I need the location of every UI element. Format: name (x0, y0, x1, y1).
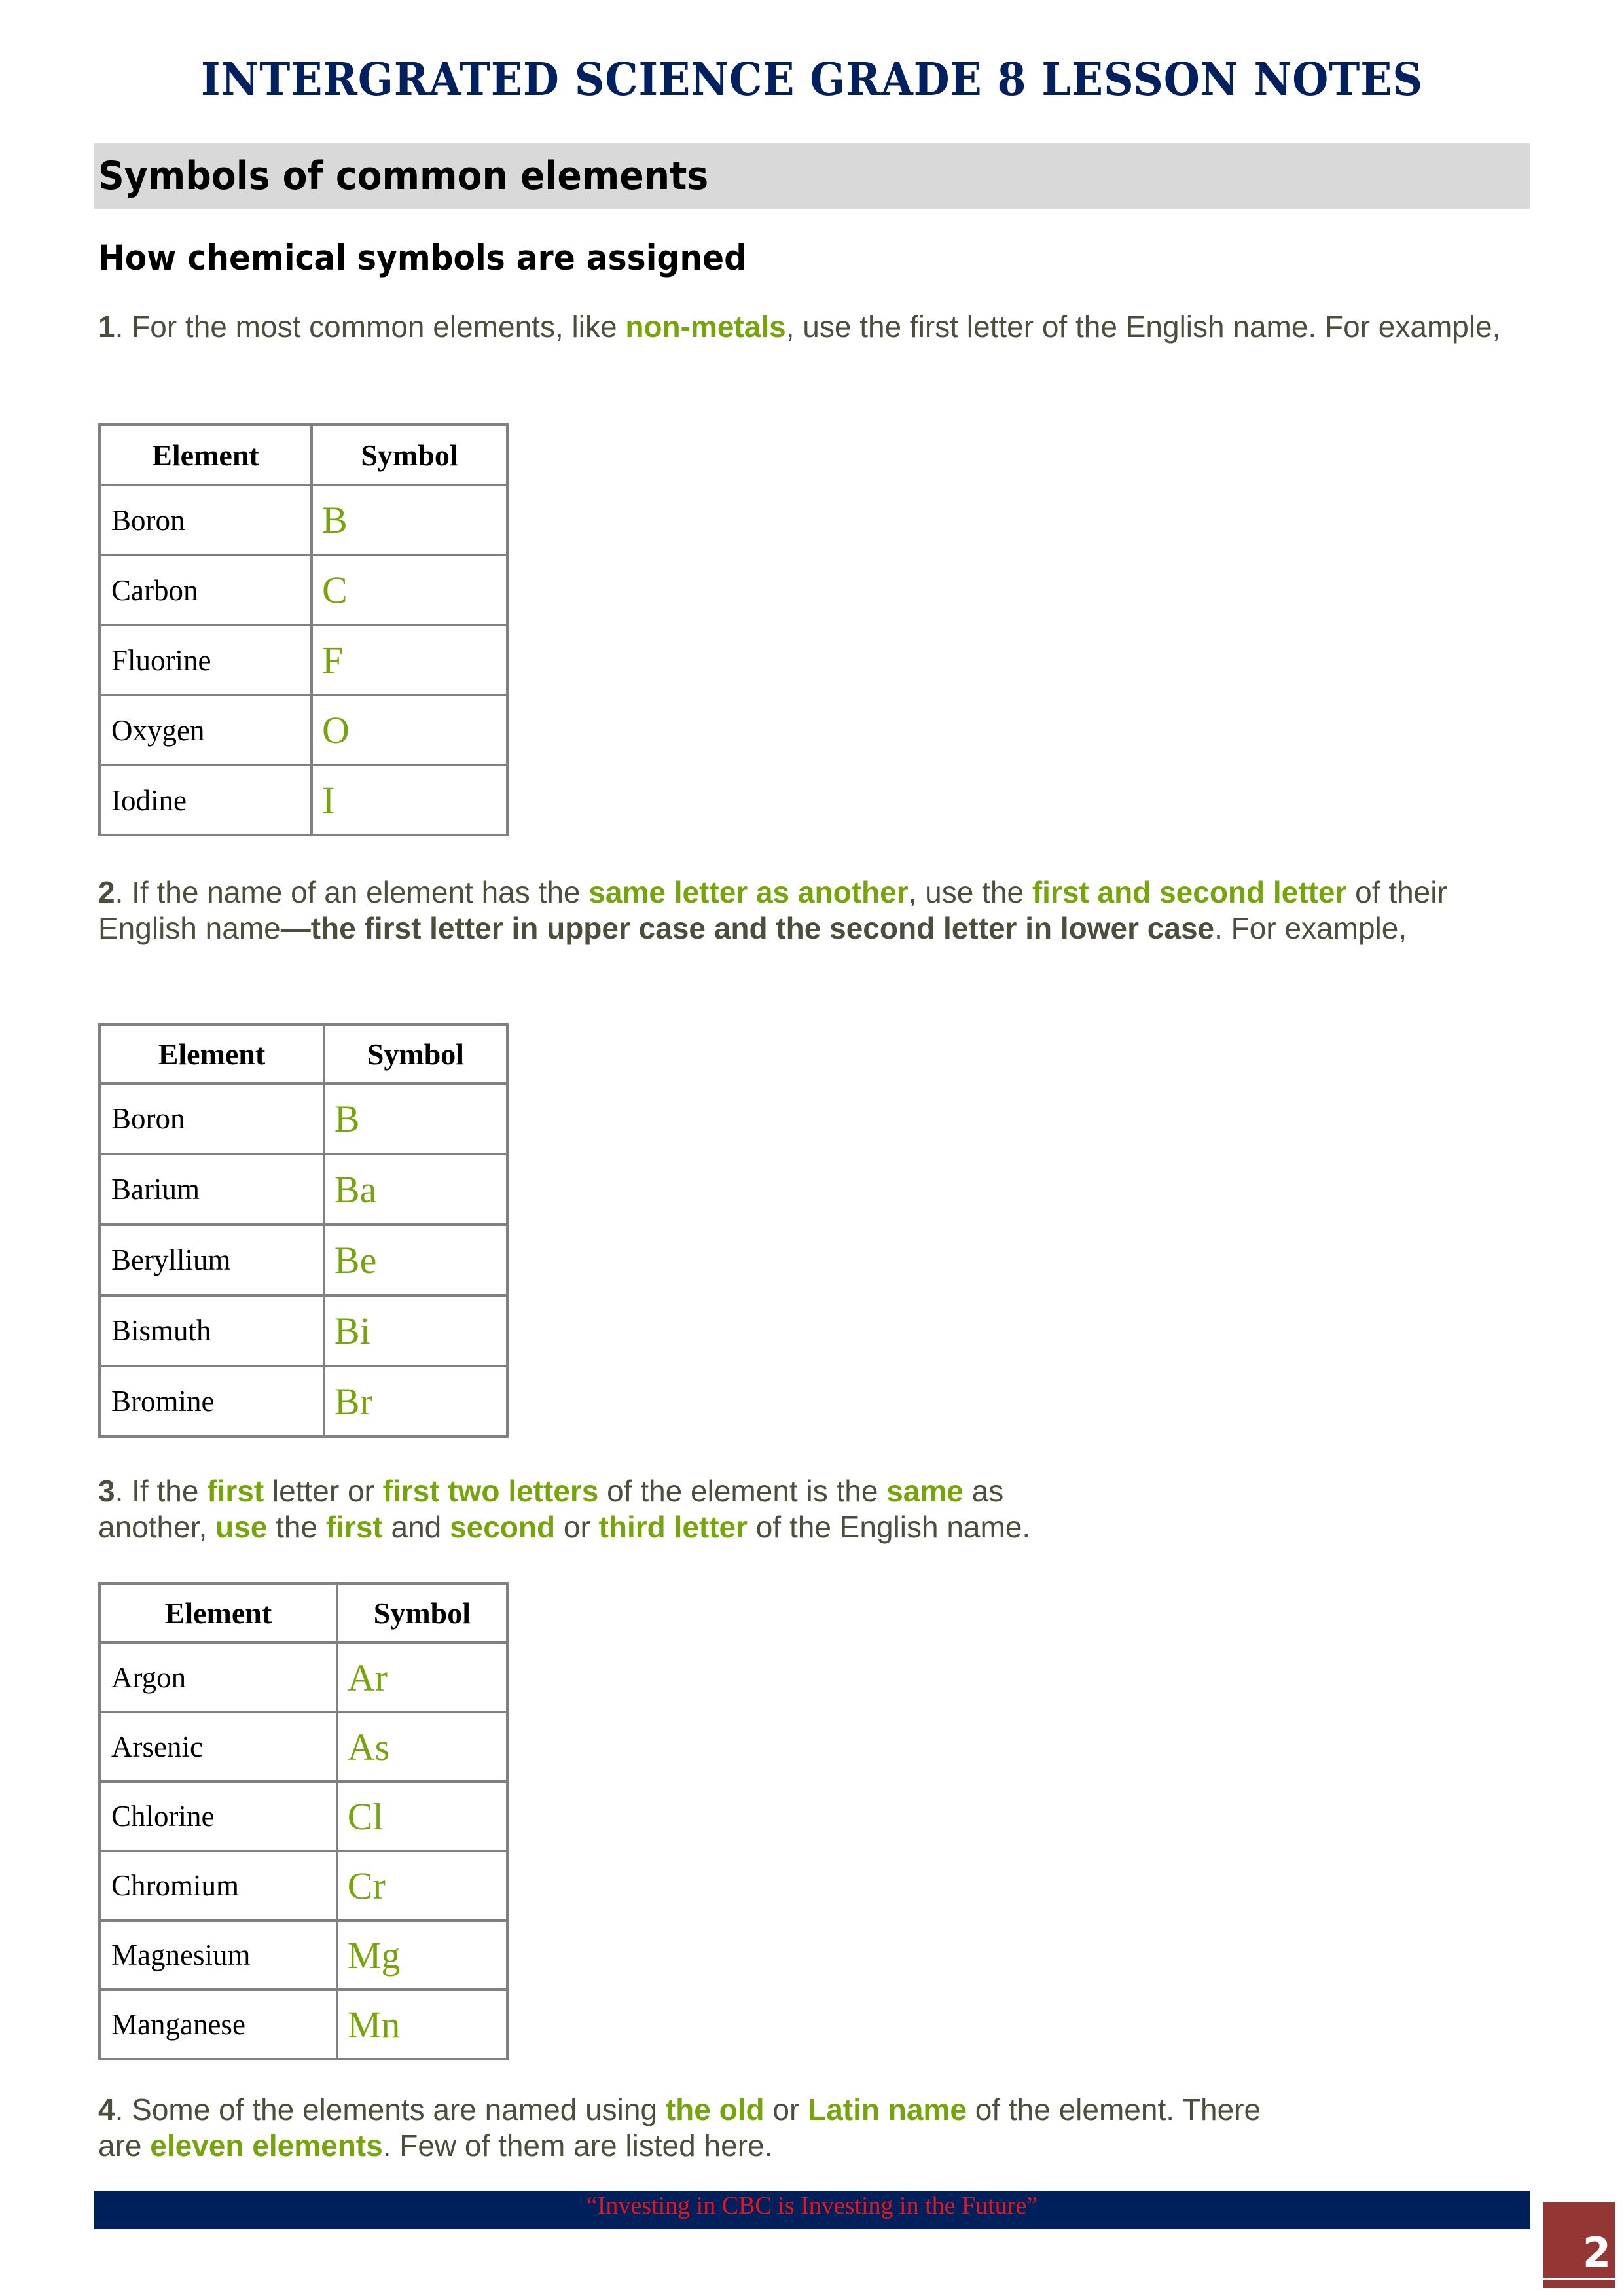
highlight: first and second letter (1032, 875, 1347, 909)
page-number: 2 (1582, 2229, 1611, 2276)
element-name: Oxygen (99, 695, 312, 765)
table-row (99, 1366, 507, 1437)
document-title: INTERGRATED SCIENCE GRADE 8 LESSON NOTES (201, 54, 1423, 106)
highlight: first (207, 1474, 264, 1508)
rule-number: 2 (98, 875, 115, 909)
element-symbol: I (312, 765, 507, 835)
element-table-2 (98, 1023, 509, 1438)
table-row (99, 1782, 507, 1851)
element-name: Boron (99, 485, 312, 555)
element-symbol: Be (324, 1225, 507, 1295)
table-row (99, 1712, 507, 1782)
column-header-symbol: Symbol (337, 1583, 507, 1643)
element-name: Beryllium (99, 1225, 324, 1295)
emphasis: —the first letter in upper case and the second letter in lower case (280, 911, 1215, 945)
element-symbol: Br (324, 1366, 507, 1437)
rule-2-paragraph: 2. If the name of an element has the same letter as another, use the first and second letter of their English name—the first letter in upper case and the second letter in lower case. For example, (98, 875, 1447, 945)
element-symbol: Ba (324, 1154, 507, 1225)
element-name: Barium (99, 1154, 324, 1225)
element-symbol: Mg (337, 1920, 507, 1990)
table-row (99, 485, 507, 555)
element-name: Boron (99, 1083, 324, 1154)
element-name: Chlorine (99, 1782, 337, 1851)
element-name: Bromine (99, 1366, 324, 1437)
section-title: Symbols of common elements (98, 153, 709, 199)
highlight: same letter as another (588, 875, 909, 909)
element-symbol: B (312, 485, 507, 555)
highlight: first (325, 1510, 383, 1544)
element-table-3 (98, 1582, 509, 2060)
column-header-symbol: Symbol (324, 1024, 507, 1083)
element-name: Carbon (99, 555, 312, 625)
highlight: second (450, 1510, 556, 1544)
table-row (99, 1295, 507, 1366)
table-row (99, 695, 507, 765)
highlight: first two letters (382, 1474, 599, 1508)
element-name: Chromium (99, 1851, 337, 1920)
table-row (99, 1851, 507, 1920)
rule-number: 3 (98, 1474, 115, 1508)
element-name: Argon (99, 1643, 337, 1712)
highlight: eleven elements (150, 2128, 383, 2162)
rule-number: 1 (98, 310, 115, 344)
element-symbol: Bi (324, 1295, 507, 1366)
highlight: non-metals (625, 310, 786, 344)
highlight: the old (665, 2092, 765, 2126)
sub-heading: How chemical symbols are assigned (98, 238, 748, 278)
table-row (99, 1643, 507, 1712)
rule-3-line-2: another, use the first and second or third letter of the English name. (98, 1510, 1031, 1544)
rule-1-paragraph: 1. For the most common elements, like non-metals, use the first letter of the English name. For example, (98, 310, 1501, 344)
rule-number: 4 (98, 2092, 115, 2126)
element-symbol: Mn (337, 1990, 507, 2059)
table-row (99, 1225, 507, 1295)
element-symbol: Cr (337, 1851, 507, 1920)
rule-4-paragraph (98, 2092, 1525, 2164)
element-symbol: Ar (337, 1643, 507, 1712)
element-table-1 (98, 423, 509, 836)
column-header-element: Element (99, 1583, 337, 1643)
rule-3-paragraph (98, 1473, 1525, 1545)
table-row (99, 1154, 507, 1225)
element-name: Manganese (99, 1990, 337, 2059)
element-name: Iodine (99, 765, 312, 835)
highlight: third letter (598, 1510, 748, 1544)
highlight: Latin name (808, 2092, 967, 2126)
element-name: Arsenic (99, 1712, 337, 1782)
element-symbol: As (337, 1712, 507, 1782)
rule-4-line-1: 4. Some of the elements are named using the old or Latin name of the element. There (98, 2092, 1261, 2126)
element-name: Bismuth (99, 1295, 324, 1366)
rule-4-line-2: are eleven elements. Few of them are listed here. (98, 2128, 773, 2162)
column-header-symbol: Symbol (312, 425, 507, 485)
highlight: same (886, 1474, 964, 1508)
column-header-element: Element (99, 1024, 324, 1083)
highlight: use (215, 1510, 268, 1544)
column-header-element: Element (99, 425, 312, 485)
element-symbol: Cl (337, 1782, 507, 1851)
table-row (99, 1083, 507, 1154)
table-row (99, 1920, 507, 1990)
element-symbol: F (312, 625, 507, 695)
table-row (99, 765, 507, 835)
element-name: Fluorine (99, 625, 312, 695)
page-number-underline (1543, 2278, 1615, 2280)
footer-motto: “Investing in CBC is Investing in the Future” (586, 2192, 1038, 2219)
element-name: Magnesium (99, 1920, 337, 1990)
element-symbol: O (312, 695, 507, 765)
table-row (99, 555, 507, 625)
rule-3-line-1: 3. If the first letter or first two letters of the element is the same as (98, 1474, 1004, 1508)
table-row (99, 625, 507, 695)
element-symbol: B (324, 1083, 507, 1154)
table-row (99, 1990, 507, 2059)
element-symbol: C (312, 555, 507, 625)
